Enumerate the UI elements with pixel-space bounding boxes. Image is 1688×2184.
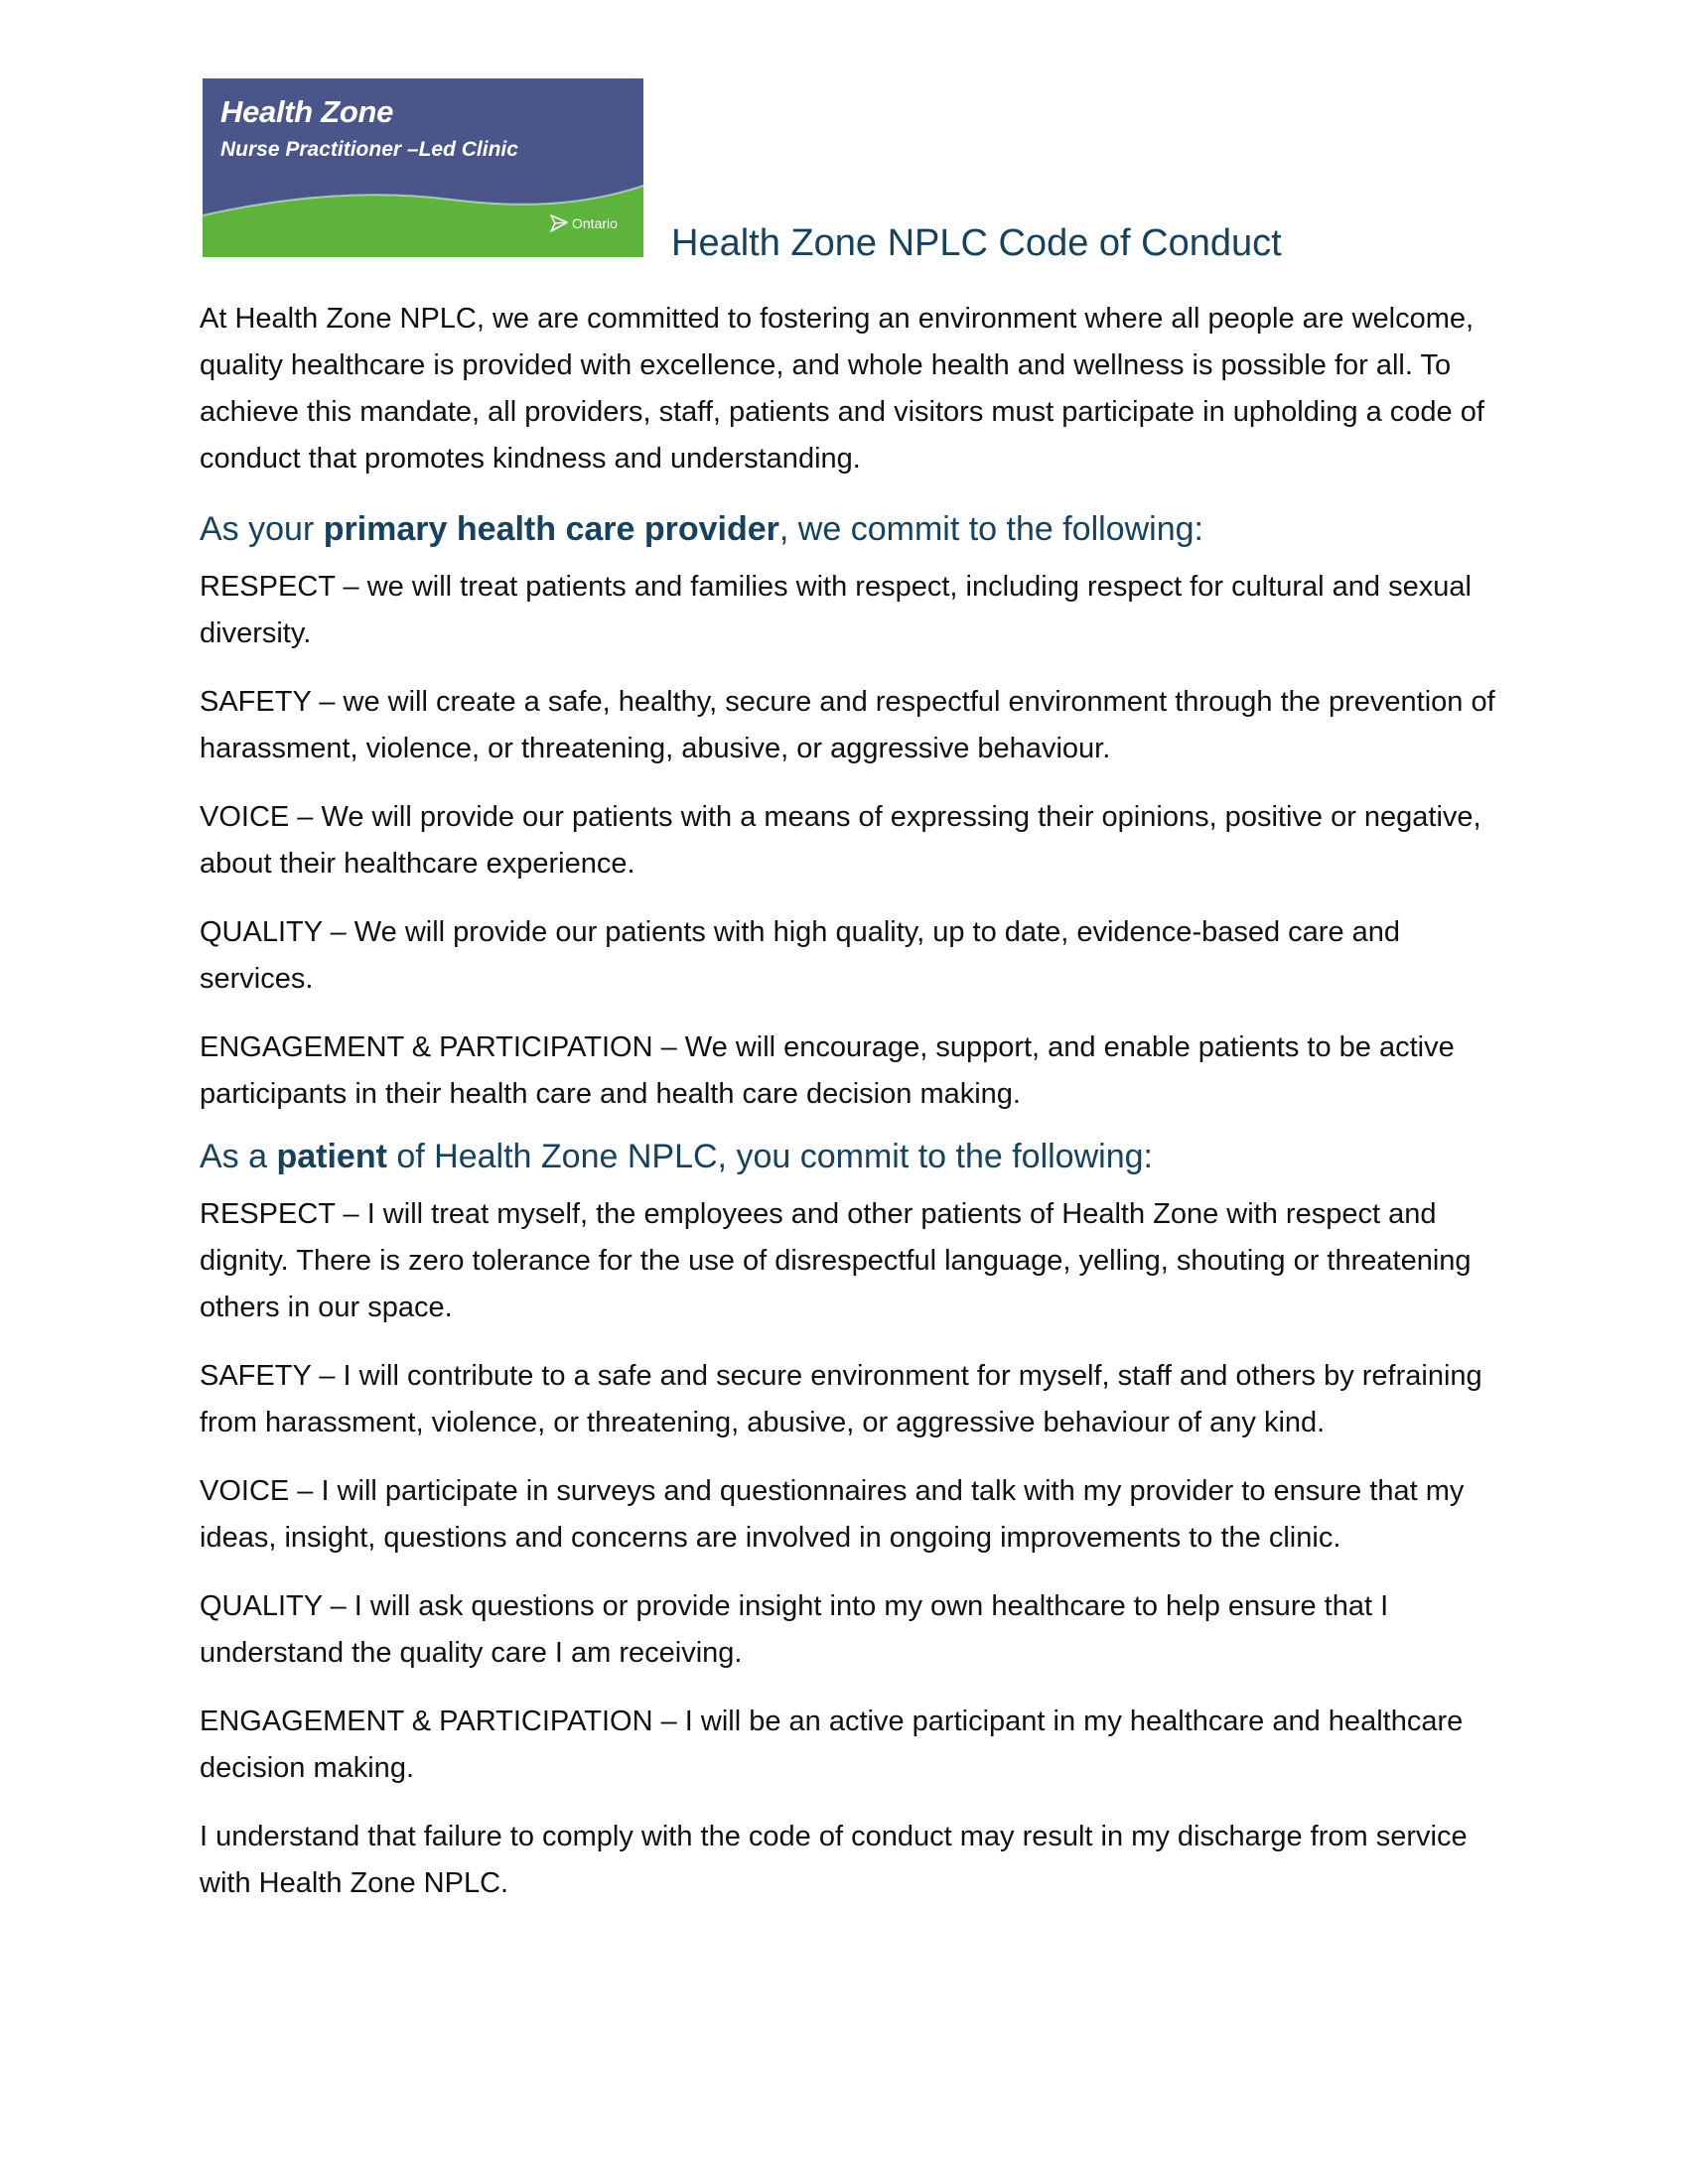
patient-commitment-quality: QUALITY – I will ask questions or provide insight into my own healthcare to help ensure that I understand the quality care I am receiving. — [200, 1590, 1389, 1669]
patient-section-heading — [200, 1132, 1500, 1181]
patient-commitment-voice: VOICE – I will participate in surveys and questionnaires and talk with my provider to ensure that my ideas, insight, questions and concerns are involved in ongoing improvements to the clinic. — [200, 1475, 1465, 1554]
ontario-label: Ontario — [572, 215, 618, 231]
patient-heading-pre: As a — [200, 1138, 277, 1175]
patient-heading-post: of Health Zone NPLC, you commit to the following: — [386, 1138, 1153, 1175]
patient-heading-bold: patient — [276, 1138, 387, 1175]
logo-subtitle: Nurse Practitioner –Led Clinic — [220, 138, 518, 161]
clinic-logo — [203, 78, 643, 257]
provider-heading-post: , we commit to the following: — [778, 510, 1203, 548]
logo-title: Health Zone — [220, 94, 394, 129]
ontario-wordmark — [548, 213, 618, 233]
provider-commitment-safety: SAFETY – we will create a safe, healthy, secure and respectful environment through the prevention of harassment, violence, or threatening, abusive, or aggressive behaviour. — [200, 686, 1495, 764]
document-title: Health Zone NPLC Code of Conduct — [671, 222, 1282, 264]
document-body — [200, 296, 1500, 1929]
patient-commitment-engagement: ENGAGEMENT & PARTICIPATION – I will be an active participant in my healthcare and healthcare decision making. — [200, 1706, 1464, 1784]
closing-statement: I understand that failure to comply with the code of conduct may result in my discharge from service with Health Zone NPLC. — [200, 1821, 1468, 1899]
provider-commitment-engagement: ENGAGEMENT & PARTICIPATION – We will encourage, support, and enable patients to be active participants in their health care and health care decision making. — [200, 1031, 1455, 1110]
patient-commitment-safety: SAFETY – I will contribute to a safe and secure environment for myself, staff and others by refraining from harassment, violence, or threatening, abusive, or aggressive behaviour of any kind. — [200, 1360, 1482, 1438]
provider-commitment-voice: VOICE – We will provide our patients with a means of expressing their opinions, positive or negative, about their healthcare experience. — [200, 801, 1481, 880]
trillium-icon — [548, 213, 570, 233]
provider-section-heading — [200, 504, 1500, 554]
provider-heading-bold: primary health care provider — [323, 510, 779, 548]
patient-commitment-respect: RESPECT – I will treat myself, the employees and other patients of Health Zone with respect and dignity. There is zero tolerance for the use of disrespectful language, yelling, shouting or threatening others in our space. — [200, 1198, 1472, 1323]
intro-paragraph: At Health Zone NPLC, we are committed to fostering an environment where all people are welcome, quality healthcare is provided with excellence, and whole health and wellness is possible for all. To achieve this mandate, all providers, staff, patients and visitors must participate in upholding a code of conduct that promotes kindness and understanding. — [200, 303, 1484, 475]
provider-heading-pre: As your — [200, 510, 324, 548]
provider-commitment-quality: QUALITY – We will provide our patients with high quality, up to date, evidence-based care and services. — [200, 916, 1401, 995]
provider-commitment-respect: RESPECT – we will treat patients and families with respect, including respect for cultural and sexual diversity. — [200, 571, 1472, 649]
